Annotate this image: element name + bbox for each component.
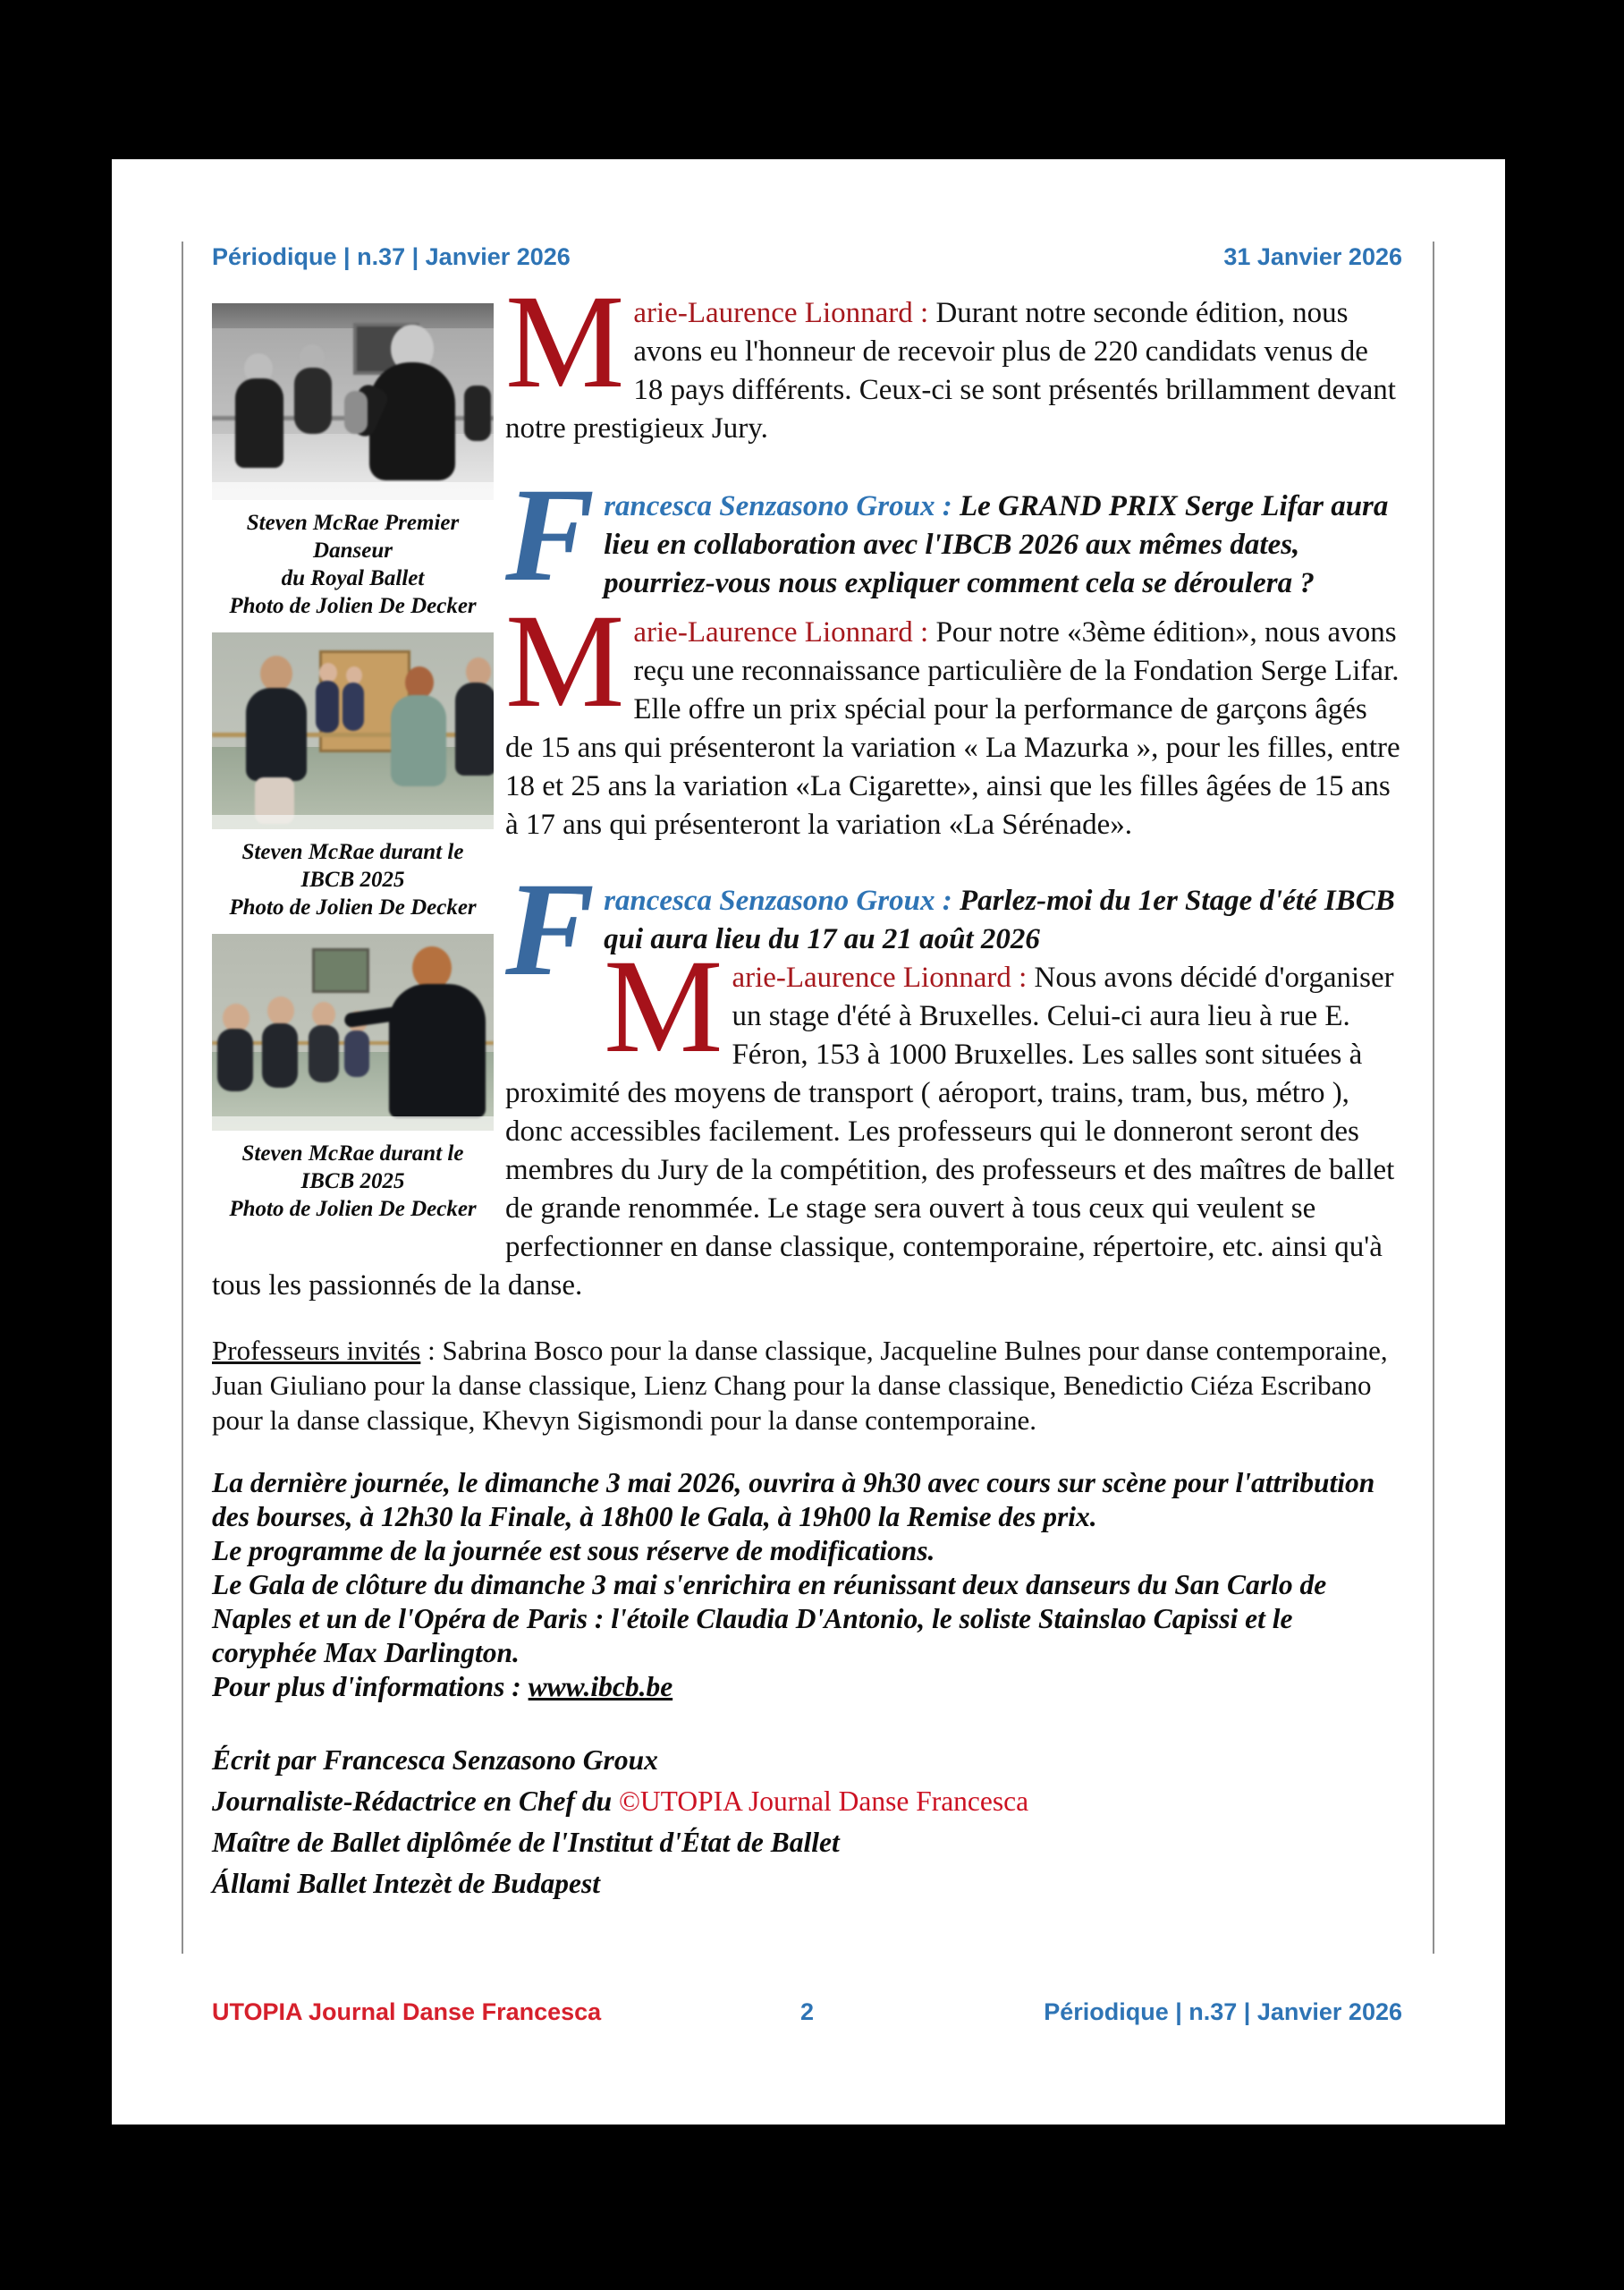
document-page <box>112 159 1505 2125</box>
photo3-student2-torso <box>262 1023 298 1088</box>
photo2-floor-reflection <box>212 815 494 829</box>
caption-line: Steven McRae Premier Danseur <box>246 511 460 563</box>
signature-role <box>212 1781 1402 1822</box>
signature-diploma: Maître de Ballet diplômée de l'Institut d'État de Ballet <box>212 1827 840 1858</box>
photo1-caption <box>212 509 494 620</box>
caption-line: Photo de Jolien De Decker <box>229 594 477 618</box>
signature-author: Écrit par Francesca Senzasono Groux <box>212 1744 658 1776</box>
speaker-marie-laurence: arie-Laurence Lionnard <box>633 616 913 649</box>
info-prefix: Pour plus d'informations : <box>212 1671 529 1702</box>
photo1-dancer2-torso <box>235 378 283 468</box>
photo-steven-mcrae-ibcb-2 <box>212 934 494 1131</box>
header-date: 31 Janvier 2026 <box>1223 243 1402 270</box>
program-line-info <box>212 1670 1402 1704</box>
right-margin-rule <box>1433 242 1434 1954</box>
photo1-scene <box>212 303 494 500</box>
photo3-student2-head <box>267 997 294 1025</box>
speaker-francesca: rancesca Senzasono Groux <box>604 885 935 917</box>
speaker-marie-laurence: arie-Laurence Lionnard <box>732 962 1011 994</box>
dropcap-m: M <box>604 932 723 1081</box>
photo3-teacher-head <box>412 946 452 989</box>
speaker-separator: : <box>1011 962 1035 994</box>
answer-text: Durant notre seconde édition, nous avons eu l'honneur de recevoir plus de 220 candidats venus de 18 pays différents. Ceux-ci se sont présentés brillamment devant notre prestigieux Jury. <box>505 297 1396 445</box>
signature-block <box>212 1740 1402 1904</box>
caption-line: Photo de Jolien De Decker <box>229 1197 477 1221</box>
photo2-woman-head <box>405 666 434 699</box>
question-text: Le GRAND PRIX Serge Lifar aura lieu en collaboration avec l'IBCB 2026 aux mêmes dates, pourriez-vous nous expliquer comment cela se déroulera ? <box>604 490 1389 599</box>
professors-label: Professeurs invités <box>212 1335 421 1366</box>
caption-line: du Royal Ballet <box>281 566 425 590</box>
professors-separator: : <box>420 1335 443 1366</box>
invited-professors-paragraph <box>212 1333 1402 1438</box>
photo1-child-figure <box>344 391 368 434</box>
ibcb-website-link[interactable]: www.ibcb.be <box>528 1671 673 1702</box>
page-content <box>212 243 1402 1904</box>
dropcap-m: M <box>505 587 625 735</box>
photo2-girl2-head <box>346 666 362 684</box>
figure-3 <box>212 934 494 1223</box>
journal-credit: ©UTOPIA Journal Danse Francesca <box>619 1785 1029 1817</box>
caption-line: IBCB 2025 <box>300 1169 405 1193</box>
photo2-girl2-torso <box>343 683 364 731</box>
photo-column <box>212 303 494 1235</box>
photo2-man-head <box>260 656 292 691</box>
photo3-student4-torso <box>344 1030 369 1077</box>
photo2-girl1-head <box>319 663 337 683</box>
photo2-woman-teal-torso <box>391 695 446 786</box>
photo1-dancer3-torso <box>294 368 332 434</box>
figure-2 <box>212 632 494 921</box>
dropcap-f: F <box>505 855 596 1004</box>
photo3-caption <box>212 1140 494 1223</box>
speaker-separator: : <box>912 616 936 649</box>
caption-line: Steven McRae durant le <box>241 1141 464 1166</box>
speaker-separator: : <box>912 297 936 329</box>
role-prefix: Journaliste-Rédactrice en Chef du <box>212 1785 619 1817</box>
photo-steven-mcrae-ibcb-1 <box>212 632 494 829</box>
professors-list: Sabrina Bosco pour la danse classique, Jacqueline Bulnes pour danse contemporaine, Juan Giuliano pour la danse classique, Lienz Chang pour la danse classique, Benedictio Ciéza Escribano pour la danse classique, Khevyn Sigismondi pour la danse contemporaine. <box>212 1335 1388 1436</box>
photo2-man-torso <box>246 688 307 781</box>
caption-line: Steven McRae durant le <box>241 840 464 864</box>
program-line-disclaimer: Le programme de la journée est sous réserve de modifications. <box>212 1535 935 1566</box>
program-block <box>212 1466 1402 1704</box>
photo2-girl1-torso <box>316 681 339 733</box>
photo3-student3-torso <box>309 1025 339 1082</box>
answer-text: Pour notre «3ème édition», nous avons reçu une reconnaissance particulière de la Fondation Serge Lifar. Elle offre un prix spécial pour la performance de garçons âgés de 15 ans qui présenteront la variation « La Mazurka », pour les filles, entre 18 et 25 ans la variation «La Cigarette», ainsi que les filles âgées de 15 ans à 17 ans qui présenteront la variation «La Sérénade». <box>505 616 1400 841</box>
caption-line: Photo de Jolien De Decker <box>229 895 477 920</box>
photo3-scene <box>212 934 494 1131</box>
figure-1 <box>212 303 494 620</box>
speaker-separator: : <box>935 490 960 522</box>
footer-journal-name: UTOPIA Journal Danse Francesca <box>212 1998 602 2025</box>
caption-line: IBCB 2025 <box>300 868 405 892</box>
photo1-dancer4-torso <box>464 386 491 441</box>
left-margin-rule <box>182 242 183 1954</box>
photo3-student1-torso <box>217 1029 253 1091</box>
photo3-picture-frame <box>312 948 369 993</box>
signature-institute: Állami Ballet Intezèt de Budapest <box>212 1868 601 1899</box>
photo2-dancer-right-torso <box>455 683 494 776</box>
photo2-caption <box>212 838 494 921</box>
speaker-separator: : <box>935 885 960 917</box>
article-body <box>212 267 1402 1904</box>
footer-issue-label: Périodique | n.37 | Janvier 2026 <box>1044 1998 1402 2025</box>
program-line-gala: Le Gala de clôture du dimanche 3 mai s'enrichira en réunissant deux danseurs du San Carlo de Naples et un de l'Opéra de Paris : l'étoile Claudia D'Antonio, le soliste Stainslao Capissi et le coryphée Max Darlington. <box>212 1569 1327 1668</box>
photo3-student3-head <box>312 1002 335 1027</box>
answer-text: Nous avons décidé d'organiser un stage d'été à Bruxelles. Celui-ci aura lieu à rue E. Féron, 153 à 1000 Bruxelles. Les salles sont situées à proximité des moyens de transport ( aéroport, trains, tram, bus, métro ), donc accessibles facilement. Les professeurs qui le donneront seront des membres du Jury de la compétition, des professeurs et des maîtres de ballet de grande renommée. Le stage sera ouvert à tous ceux qui veulent se perfectionner en danse classique, contemporaine, répertoire, etc. ainsi qu'à tous les passionnés de la danse. <box>212 962 1395 1302</box>
footer-page-number: 2 <box>799 1998 815 2025</box>
speaker-marie-laurence: arie-Laurence Lionnard <box>633 297 913 329</box>
photo2-scene <box>212 632 494 829</box>
dropcap-m: M <box>505 267 625 416</box>
page-footer <box>212 1998 1402 2026</box>
speaker-francesca: rancesca Senzasono Groux <box>604 490 935 522</box>
photo1-floor-reflection <box>212 482 494 500</box>
photo3-teacher-torso <box>389 984 486 1118</box>
page-header <box>212 243 1402 271</box>
dropcap-f: F <box>505 461 596 609</box>
header-issue-label: Périodique | n.37 | Janvier 2026 <box>212 243 571 270</box>
photo3-floor-reflection <box>212 1116 494 1131</box>
photo1-dancer-torso <box>369 362 455 480</box>
program-line-schedule: La dernière journée, le dimanche 3 mai 2026, ouvrira à 9h30 avec cours sur scène pour l'attribution des bourses, à 12h30 la Finale, à 18h00 le Gala, à 19h00 la Remise des prix. <box>212 1467 1375 1532</box>
question-text: Parlez-moi du 1er Stage d'été IBCB qui aura lieu du 17 au 21 août 2026 <box>604 885 1395 955</box>
photo-steven-mcrae-royal-ballet <box>212 303 494 500</box>
